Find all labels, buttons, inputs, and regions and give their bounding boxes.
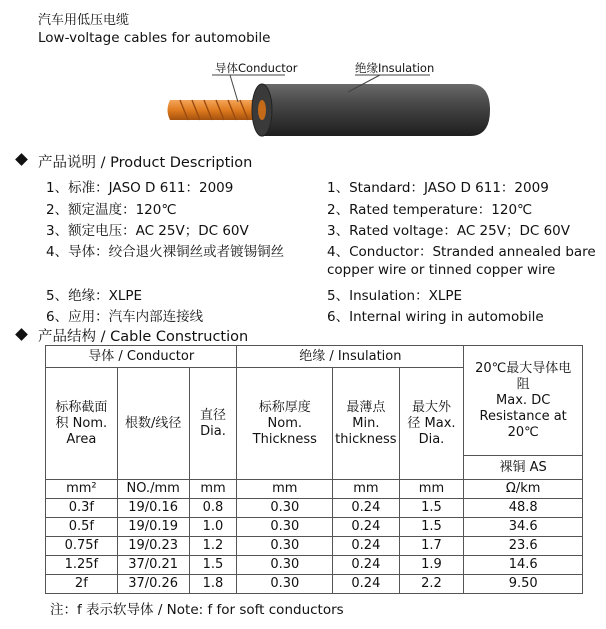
cell-min-thickness: 0.24 [333,499,399,518]
cell-max-dia: 1.9 [399,556,464,575]
desc-left-item: 5、绝缘：XLPE [46,288,143,304]
table-row [46,499,583,518]
conductor-leader-line [230,75,238,102]
cell-wire: 19/0.19 [117,518,189,537]
cell-resistance: 14.6 [464,556,583,575]
cell-area: 2f [46,575,118,594]
col-dia-header: 直径 Dia. [189,368,237,480]
desc-left-item: 1、标准：JASO D 611：2009 [46,180,234,196]
desc-right-item: 4、Conductor：Stranded annealed bare [327,244,596,260]
desc-right-item: 1、Standard：JASO D 611：2009 [327,180,549,196]
cell-min-thickness: 0.24 [333,575,399,594]
cell-min-thickness: 0.24 [333,518,399,537]
bullet-diamond [15,153,28,166]
unit-cell: mm² [46,480,118,499]
cell-wire: 19/0.23 [117,537,189,556]
page-title-cn: 汽车用低压电缆 [38,13,130,28]
col-max-dia-header: 最大外 径 Max. Dia. [399,368,464,480]
cell-thickness: 0.30 [237,537,333,556]
desc-right-item: 6、Internal wiring in automobile [327,309,544,325]
desc-right-item: 3、Rated voltage：AC 25V；DC 60V [327,223,570,239]
cell-dia: 1.8 [189,575,237,594]
conductor-strands [168,100,259,120]
cell-max-dia: 1.5 [399,518,464,537]
cell-thickness: 0.30 [237,499,333,518]
resistance-subheader: 裸铜 AS [464,456,583,480]
col-thickness-header: 标称厚度 Nom. Thickness [237,368,333,480]
cell-wire: 37/0.26 [117,575,189,594]
cell-resistance: 23.6 [464,537,583,556]
table-row [46,556,583,575]
cell-resistance: 48.8 [464,499,583,518]
cell-min-thickness: 0.24 [333,556,399,575]
cell-dia: 1.2 [189,537,237,556]
table-row [46,537,583,556]
cell-wire: 37/0.21 [117,556,189,575]
cell-dia: 1.0 [189,518,237,537]
desc-right-item: 5、Insulation：XLPE [327,288,463,304]
unit-cell: mm [237,480,333,499]
resistance-header: 20℃最大导体电 阻 Max. DC Resistance at 20℃ [464,346,583,456]
construction-heading: 产品结构 / Cable Construction [38,329,249,345]
desc-left-item: 3、额定电压：AC 25V；DC 60V [46,223,249,239]
conductor-group-header: 导体 / Conductor [46,346,237,368]
cell-max-dia: 1.7 [399,537,464,556]
cell-resistance: 34.6 [464,518,583,537]
desc-right-item: 2、Rated temperature：120℃ [327,202,533,218]
table-row [46,518,583,537]
cell-thickness: 0.30 [237,518,333,537]
cell-dia: 1.5 [189,556,237,575]
conductor-label: 导体Conductor [215,61,298,75]
footnote: 注：f 表示软导体 / Note: f for soft conductors [50,602,344,618]
desc-left-item: 2、额定温度：120℃ [46,202,177,218]
insulation-jacket [252,84,490,136]
construction-table [45,345,583,594]
col-min-thickness-header: 最薄点 Min. thickness [333,368,399,480]
desc-left-item: 6、应用：汽车内部连接线 [46,309,204,325]
cable-illustration [0,0,606,150]
unit-cell: mm [189,480,237,499]
col-area-header: 标称截面 积 Nom. Area [46,368,118,480]
bullet-diamond [15,328,28,341]
cell-dia: 0.8 [189,499,237,518]
cell-resistance: 9.50 [464,575,583,594]
unit-cell: mm [399,480,464,499]
cell-max-dia: 2.2 [399,575,464,594]
cell-thickness: 0.30 [237,575,333,594]
insulation-label: 绝缘Insulation [355,61,435,75]
table-group-header-row [46,346,583,368]
cell-min-thickness: 0.24 [333,537,399,556]
cell-wire: 19/0.16 [117,499,189,518]
cell-thickness: 0.30 [237,556,333,575]
desc-left-item: 4、导体：绞合退火裸铜丝或者镀锡铜丝 [46,244,285,260]
cell-area: 0.5f [46,518,118,537]
page-title-en: Low-voltage cables for automobile [38,30,271,46]
col-wire-header: 根数/线径 [117,368,189,480]
cell-max-dia: 1.5 [399,499,464,518]
cell-area: 1.25f [46,556,118,575]
desc-right-item: copper wire or tinned copper wire [327,262,556,278]
unit-cell: mm [333,480,399,499]
cell-area: 0.75f [46,537,118,556]
units-row [46,480,583,499]
cell-area: 0.3f [46,499,118,518]
insulation-group-header: 绝缘 / Insulation [237,346,464,368]
unit-cell: NO./mm [117,480,189,499]
description-heading: 产品说明 / Product Description [38,155,253,171]
unit-cell: Ω/km [464,480,583,499]
table-row [46,575,583,594]
